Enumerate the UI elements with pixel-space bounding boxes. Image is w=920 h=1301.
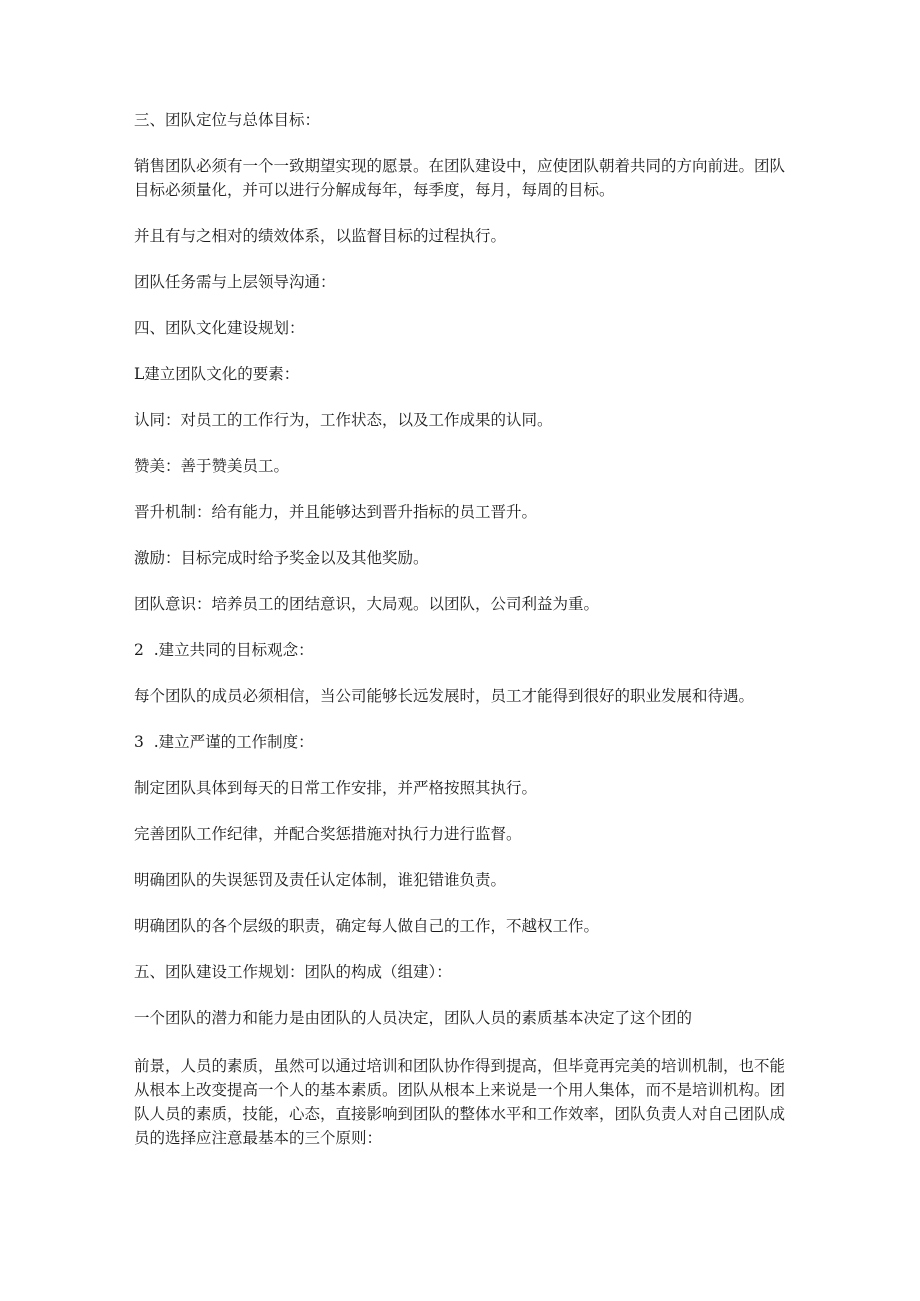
paragraph: 团队任务需与上层领导沟通： xyxy=(134,273,336,291)
section-heading-3: 三、团队定位与总体目标： xyxy=(134,111,321,129)
list-item: 激励：目标完成时给予奖金以及其他奖励。 xyxy=(134,549,429,567)
subheading-2: 2 .建立共同的目标观念： xyxy=(134,641,314,659)
document-body xyxy=(134,108,794,1172)
subheading-3: 3 .建立严谨的工作制度： xyxy=(134,733,314,751)
section-heading-5: 五、团队建设工作规划：团队的构成（组建）： xyxy=(134,963,452,981)
paragraph: 并且有与之相对的绩效体系，以监督目标的过程执行。 xyxy=(134,227,507,245)
paragraph: 前景，人员的素质，虽然可以通过培训和团队协作得到提高，但毕竟再完美的培训机制，也不能从根本上改变提高一个人的基本素质。团队从根本上来说是一个用人集体，而不是培训机构。团队人员的素质，技能，心态，直接影响到团队的整体水平和工作效率，团队负责人对自己团队成员的选择应注意最基本的三个原则： xyxy=(134,1057,786,1147)
list-item: 明确团队的失误惩罚及责任认定体制，谁犯错谁负责。 xyxy=(134,871,507,889)
paragraph: 销售团队必须有一个一致期望实现的愿景。在团队建设中，应使团队朝着共同的方向前进。团队目标必须量化，并可以进行分解成每年，每季度，每月，每周的目标。 xyxy=(134,157,786,199)
list-item: 制定团队具体到每天的日常工作安排，并严格按照其执行。 xyxy=(134,779,538,797)
list-item: 团队意识：培养员工的团结意识，大局观。以团队，公司利益为重。 xyxy=(134,595,600,613)
list-item: 赞美：善于赞美员工。 xyxy=(134,457,290,475)
paragraph: 每个团队的成员必须相信，当公司能够长远发展时，员工才能得到很好的职业发展和待遇。 xyxy=(134,687,755,705)
list-item: 晋升机制：给有能力，并且能够达到晋升指标的员工晋升。 xyxy=(134,503,538,521)
subheading-1: L建立团队文化的要素： xyxy=(134,365,300,383)
section-heading-4: 四、团队文化建设规划： xyxy=(134,319,305,337)
list-item: 明确团队的各个层级的职责，确定每人做自己的工作，不越权工作。 xyxy=(134,917,600,935)
list-item: 认同：对员工的工作行为，工作状态，以及工作成果的认同。 xyxy=(134,411,553,429)
list-item: 完善团队工作纪律，并配合奖惩措施对执行力进行监督。 xyxy=(134,825,522,843)
paragraph: 一个团队的潜力和能力是由团队的人员决定，团队人员的素质基本决定了这个团的 xyxy=(134,1009,693,1027)
